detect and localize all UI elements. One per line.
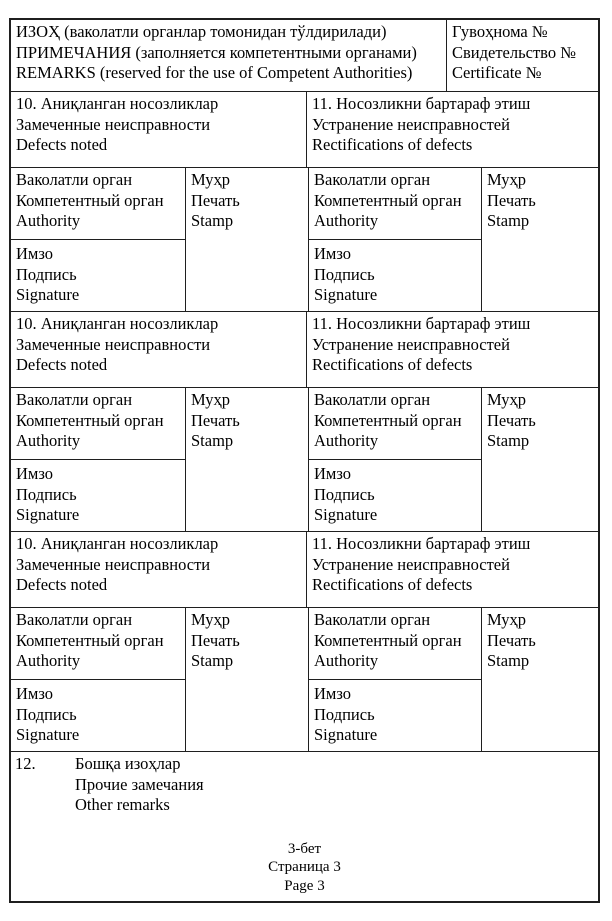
authority-line-ru: Компетентный орган	[16, 410, 164, 430]
stamp-cell-right	[482, 168, 598, 311]
defects-line-uz: 10. Аниқланган носозликлар	[16, 94, 219, 113]
authority-stamp-grid	[11, 608, 598, 752]
defect-row	[11, 92, 598, 168]
page-number-uz: 3-бет	[287, 840, 322, 857]
other-remarks-line-ru: Прочие замечания	[75, 774, 204, 794]
signature-line-ru: Подпись	[314, 704, 375, 724]
signature-line-ru: Подпись	[314, 264, 375, 284]
authority-stamp-grid	[11, 168, 598, 312]
authority-line-ru: Компетентный орган	[314, 190, 462, 210]
stamp-line-ru: Печать	[487, 190, 536, 210]
remarks-line-en: REMARKS (reserved for the use of Competent Authorities)	[16, 63, 413, 82]
authority-line-ru: Компетентный орган	[16, 630, 164, 650]
stamp-line-en: Stamp	[191, 651, 234, 670]
header-row	[11, 20, 598, 92]
stamp-cell-right	[482, 388, 598, 531]
certificate-number-cell	[447, 20, 598, 91]
stamp-line-uz: Муҳр	[487, 390, 527, 409]
signature-line-uz: Имзо	[314, 244, 352, 263]
stamp-line-ru: Печать	[487, 410, 536, 430]
rectifications-line-en: Rectifications of defects	[312, 135, 473, 154]
signature-cell-left	[11, 240, 186, 311]
authority-line-uz: Ваколатли орган	[16, 170, 133, 189]
signature-line-ru: Подпись	[16, 704, 77, 724]
authority-cell-left	[11, 608, 186, 680]
authority-cell-right	[309, 608, 482, 680]
signature-cell-left	[11, 460, 186, 531]
remarks-line-ru: ПРИМЕЧАНИЯ (заполняется компетентными органами)	[16, 42, 417, 62]
stamp-line-ru: Печать	[191, 410, 240, 430]
certificate-line-ru: Свидетельство №	[452, 42, 576, 62]
stamp-cell-left	[186, 388, 309, 531]
authority-stamp-grid	[11, 388, 598, 532]
inspection-block-2	[11, 312, 598, 532]
stamp-line-uz: Муҳр	[191, 390, 231, 409]
stamp-line-ru: Печать	[191, 630, 240, 650]
authority-line-ru: Компетентный орган	[314, 630, 462, 650]
rectifications-line-uz: 11. Носозликни бартараф этиш	[312, 94, 531, 113]
signature-line-en: Signature	[16, 285, 80, 304]
authority-line-uz: Ваколатли орган	[16, 390, 133, 409]
stamp-line-uz: Муҳр	[191, 610, 231, 629]
signature-line-uz: Имзо	[16, 244, 54, 263]
authority-line-ru: Компетентный орган	[314, 410, 462, 430]
stamp-line-en: Stamp	[191, 431, 234, 450]
signature-line-ru: Подпись	[314, 484, 375, 504]
signature-line-uz: Имзо	[314, 684, 352, 703]
rectifications-line-ru: Устранение неисправностей	[312, 554, 510, 574]
defects-line-uz: 10. Аниқланган носозликлар	[16, 314, 219, 333]
stamp-line-uz: Муҳр	[487, 170, 527, 189]
authority-line-uz: Ваколатли орган	[314, 610, 431, 629]
remarks-line-uz: ИЗОҲ (ваколатли органлар томонидан тўлдирилади)	[16, 22, 387, 41]
defects-line-ru: Замеченные неисправности	[16, 114, 211, 134]
rectifications-line-en: Rectifications of defects	[312, 355, 473, 374]
certificate-line-en: Certificate №	[452, 63, 542, 82]
authority-line-uz: Ваколатли орган	[314, 390, 431, 409]
signature-cell-right	[309, 680, 482, 751]
signature-line-uz: Имзо	[16, 684, 54, 703]
stamp-cell-left	[186, 168, 309, 311]
signature-line-en: Signature	[314, 505, 378, 524]
rectifications-line-uz: 11. Носозликни бартараф этиш	[312, 314, 531, 333]
stamp-cell-left	[186, 608, 309, 751]
stamp-line-uz: Муҳр	[191, 170, 231, 189]
inspection-block-1	[11, 92, 598, 312]
stamp-line-en: Stamp	[487, 211, 530, 230]
stamp-line-uz: Муҳр	[487, 610, 527, 629]
defects-line-ru: Замеченные неисправности	[16, 554, 211, 574]
signature-line-en: Signature	[314, 285, 378, 304]
stamp-line-en: Stamp	[191, 211, 234, 230]
rectifications-line-uz: 11. Носозликни бартараф этиш	[312, 534, 531, 553]
defects-line-en: Defects noted	[16, 355, 108, 374]
defects-noted-cell	[11, 532, 307, 607]
authority-line-en: Authority	[16, 651, 81, 670]
signature-cell-left	[11, 680, 186, 751]
signature-cell-right	[309, 460, 482, 531]
other-remarks-cell	[70, 754, 209, 816]
signature-line-en: Signature	[16, 505, 80, 524]
rectifications-cell	[307, 532, 598, 607]
signature-line-ru: Подпись	[16, 484, 77, 504]
other-remarks-content	[11, 752, 598, 816]
signature-line-uz: Имзо	[16, 464, 54, 483]
authority-line-en: Authority	[16, 431, 81, 450]
rectifications-line-ru: Устранение неисправностей	[312, 114, 510, 134]
defects-noted-cell	[11, 312, 307, 387]
rectifications-cell	[307, 312, 598, 387]
stamp-line-ru: Печать	[191, 190, 240, 210]
defects-line-en: Defects noted	[16, 135, 108, 154]
rectifications-line-ru: Устранение неисправностей	[312, 334, 510, 354]
page-footer	[11, 840, 598, 902]
rectifications-line-en: Rectifications of defects	[312, 575, 473, 594]
authority-cell-right	[309, 168, 482, 240]
signature-line-uz: Имзо	[314, 464, 352, 483]
signature-line-en: Signature	[16, 725, 80, 744]
other-remarks-row	[11, 752, 598, 901]
defect-row	[11, 532, 598, 608]
other-remarks-number: 12.	[15, 754, 36, 773]
defect-row	[11, 312, 598, 388]
certificate-line-uz: Гувоҳнома №	[452, 22, 548, 41]
stamp-line-en: Stamp	[487, 431, 530, 450]
defects-line-uz: 10. Аниқланган носозликлар	[16, 534, 219, 553]
signature-line-ru: Подпись	[16, 264, 77, 284]
inspection-block-3	[11, 532, 598, 752]
signature-line-en: Signature	[314, 725, 378, 744]
page-number-ru: Страница 3	[268, 859, 341, 875]
authority-line-uz: Ваколатли орган	[16, 610, 133, 629]
defects-line-ru: Замеченные неисправности	[16, 334, 211, 354]
authority-line-en: Authority	[16, 211, 81, 230]
page-number-en: Page 3	[284, 877, 325, 894]
stamp-line-ru: Печать	[487, 630, 536, 650]
certificate-page	[9, 18, 600, 903]
authority-cell-right	[309, 388, 482, 460]
authority-line-en: Authority	[314, 211, 379, 230]
other-remarks-line-uz: Бошқа изоҳлар	[75, 754, 181, 773]
rectifications-cell	[307, 92, 598, 167]
defects-noted-cell	[11, 92, 307, 167]
authority-cell-left	[11, 388, 186, 460]
authority-line-en: Authority	[314, 431, 379, 450]
authority-line-uz: Ваколатли орган	[314, 170, 431, 189]
remarks-header-cell	[11, 20, 447, 91]
defects-line-en: Defects noted	[16, 575, 108, 594]
signature-cell-right	[309, 240, 482, 311]
authority-line-ru: Компетентный орган	[16, 190, 164, 210]
authority-line-en: Authority	[314, 651, 379, 670]
other-remarks-line-en: Other remarks	[75, 795, 170, 814]
authority-cell-left	[11, 168, 186, 240]
stamp-cell-right	[482, 608, 598, 751]
stamp-line-en: Stamp	[487, 651, 530, 670]
